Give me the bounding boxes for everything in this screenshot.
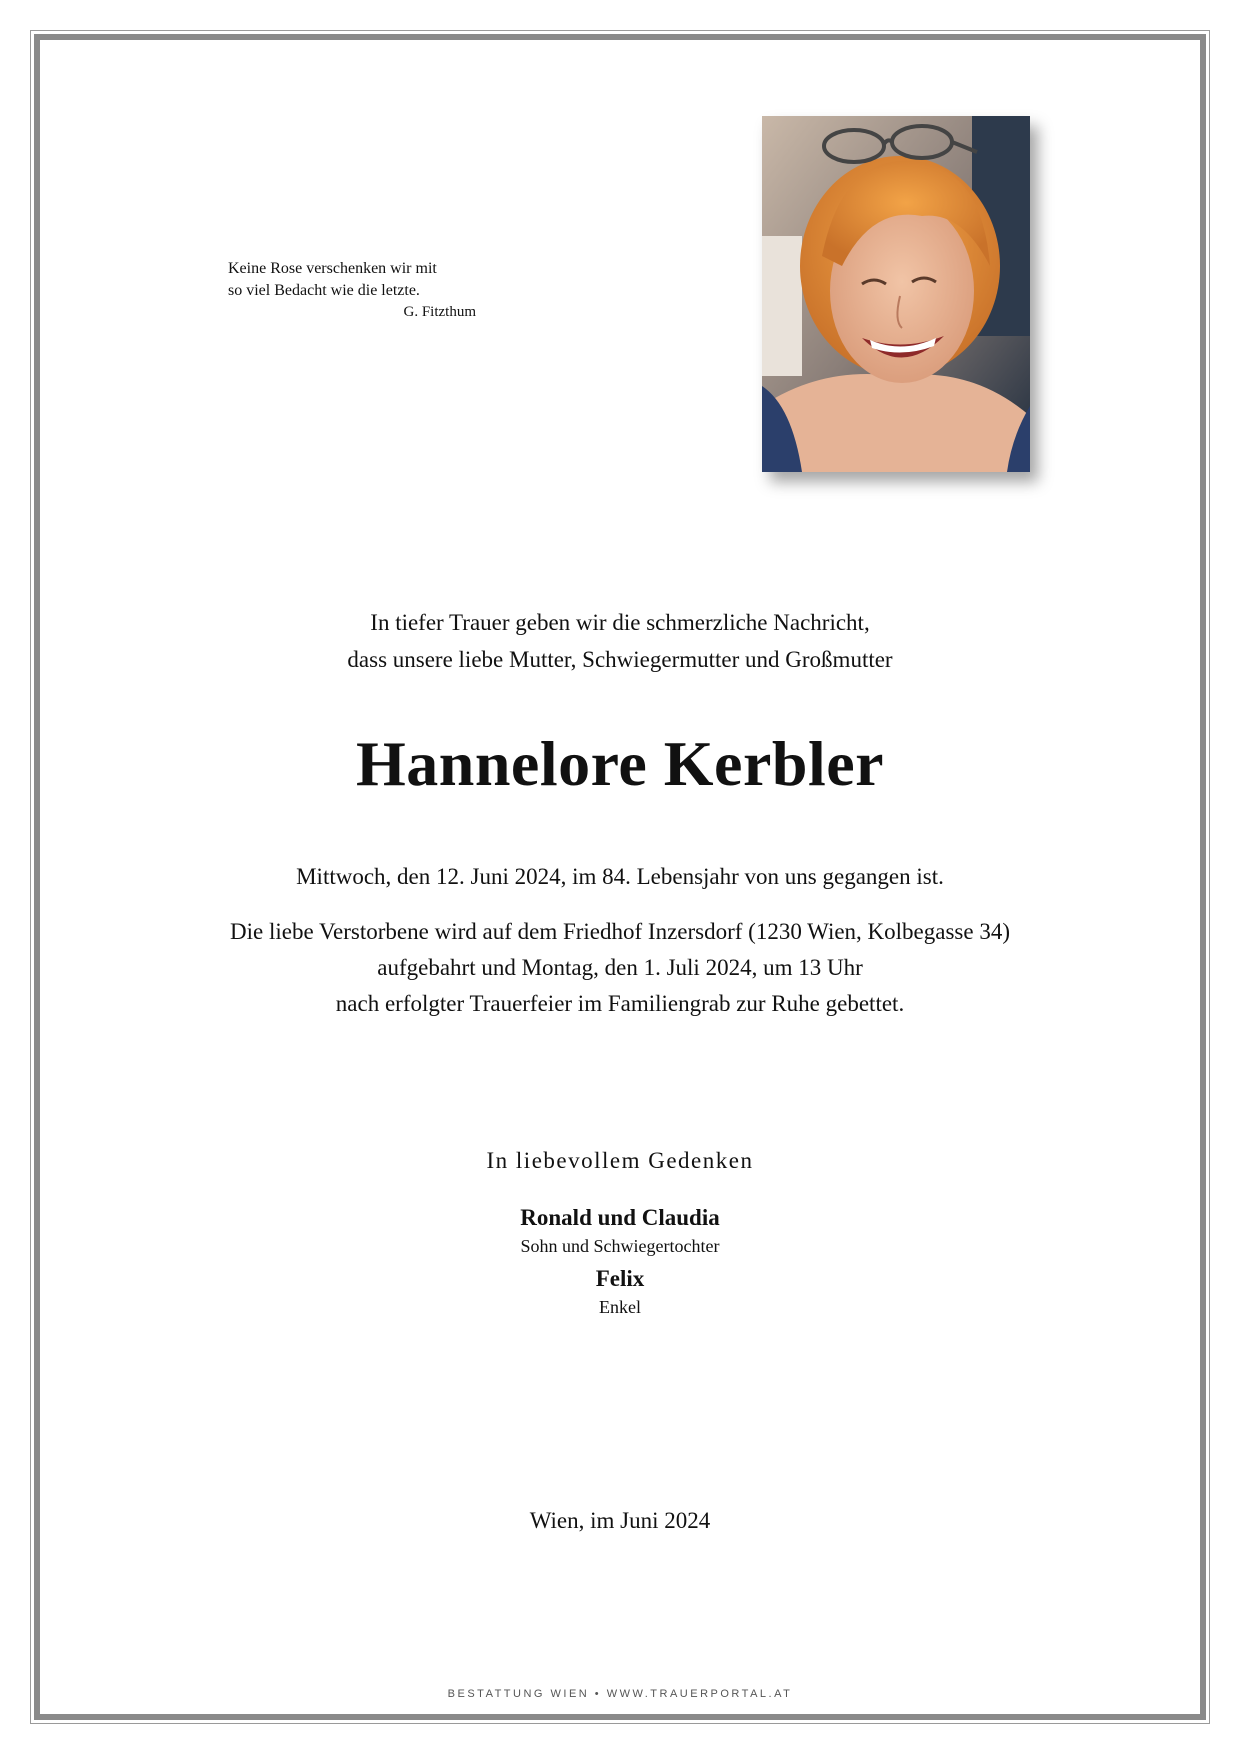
death-notice: Mittwoch, den 12. Juni 2024, im 84. Lebensjahr von uns gegangen ist. — [296, 864, 944, 889]
portrait-photo — [762, 116, 1030, 472]
burial-line-1: Die liebe Verstorbene wird auf dem Friedhof Inzersdorf (1230 Wien, Kolbegasse 34) — [230, 919, 1010, 944]
burial-line-2: aufgebahrt und Montag, den 1. Juli 2024, um 13 Uhr — [377, 955, 863, 980]
deceased-name: Hannelore Kerbler — [355, 728, 885, 799]
quote-line-2: so viel Bedacht wie die letzte. — [228, 282, 420, 299]
burial-line-3: nach erfolgter Trauerfeier im Familiengrab zur Ruhe gebettet. — [335, 991, 905, 1016]
burial-details — [60, 914, 1180, 1022]
mourner-relation: Sohn und Schwiegertochter — [520, 1236, 720, 1256]
mourner-relation: Enkel — [599, 1297, 641, 1317]
footer-credit: BESTATTUNG WIEN • WWW.TRAUERPORTAL.AT — [447, 1688, 793, 1700]
mourner-name: Ronald und Claudia — [520, 1205, 720, 1230]
place-and-date: Wien, im Juni 2024 — [529, 1508, 711, 1533]
portrait-photo-icon — [762, 116, 1030, 472]
quote-author: G. Fitzthum — [403, 304, 476, 320]
memorial-heading: In liebevollem Gedenken — [486, 1148, 754, 1173]
quote-line-1: Keine Rose verschenken wir mit — [228, 260, 437, 277]
intro-line-2: dass unsere liebe Mutter, Schwiegermutter und Großmutter — [347, 647, 893, 672]
intro-line-1: In tiefer Trauer geben wir die schmerzliche Nachricht, — [370, 610, 870, 635]
epigraph-quote — [228, 258, 476, 322]
intro-text — [60, 604, 1180, 678]
mourner-name: Felix — [595, 1266, 645, 1291]
